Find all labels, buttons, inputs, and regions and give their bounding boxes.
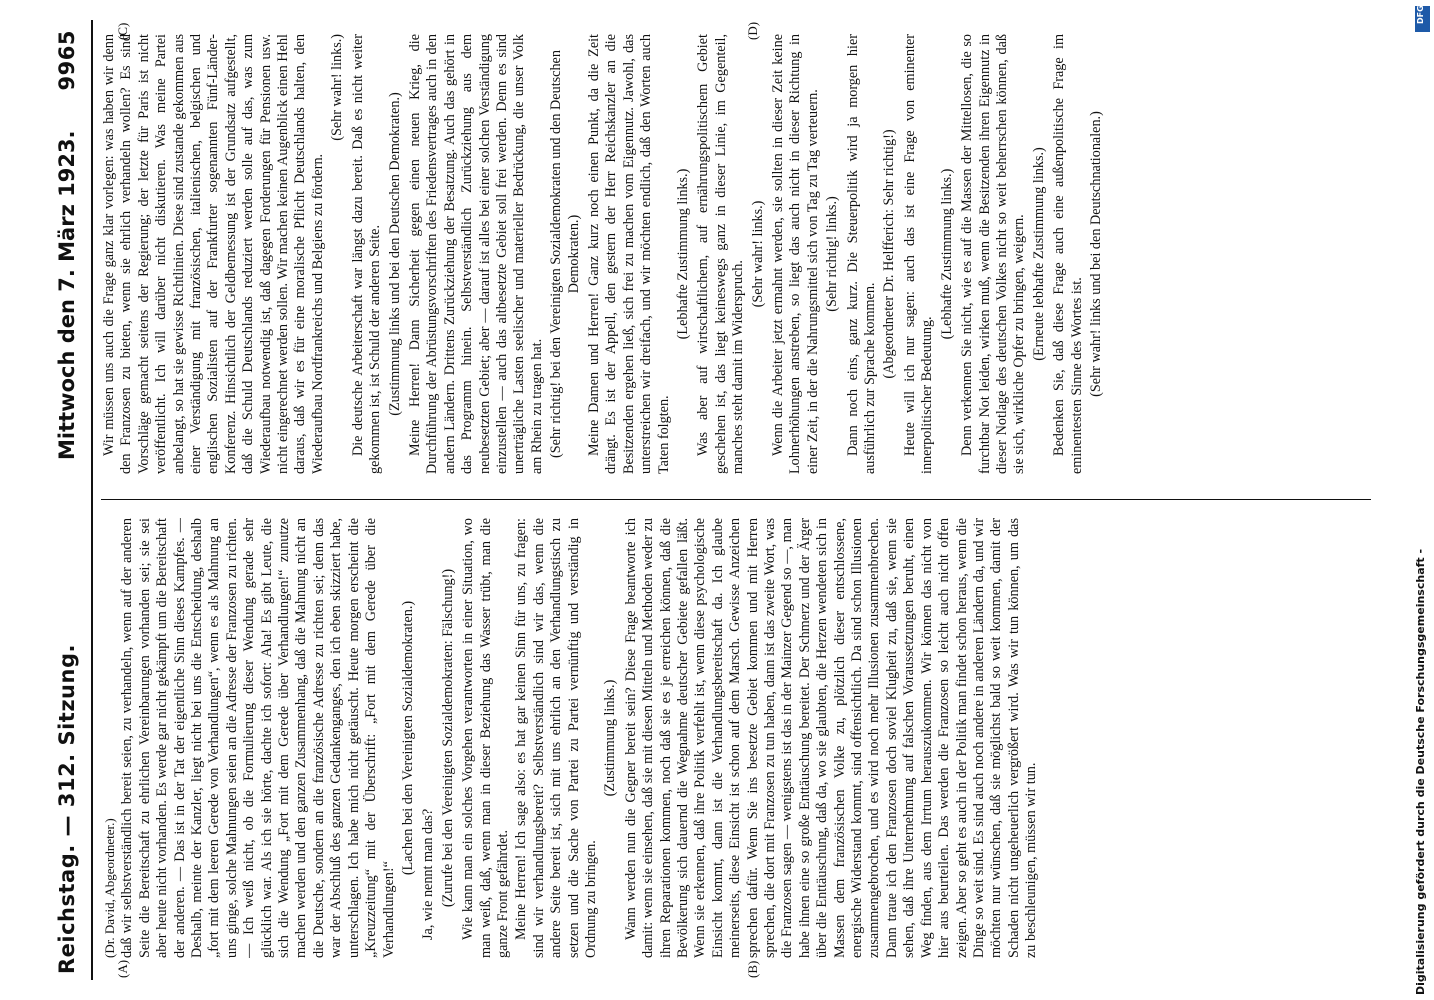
digitization-credit <box>1412 0 1434 1000</box>
paragraph: Was aber auf wirtschaftlichem, auf ernährungspolitischem Gebiet geschehen ist, das liegt keineswegs ganz in dieser Linie, im Gegenteil, manches steht damit im Widerspruch. <box>695 34 747 474</box>
paragraph: Meine Herren! Ich sage also: es hat gar keinen Sinn für uns, zu fragen: sind wir verhandlungsbereit? Selbstverständlich sind wir das, wenn die andere Seite bereit ist, sich mit uns ehrlich an den Verhandlungstisch zu setzen und die Sache von Partei zu Partei vernünftig und verständig in Ordnung zu bringen. <box>513 518 599 958</box>
margin-mark-a: (A) <box>115 959 130 978</box>
stage-direction: (Lachen bei den Vereinigten Sozialdemokraten.) <box>399 600 416 876</box>
margin-mark-c: (C) <box>115 22 130 40</box>
stage-direction: (Lebhafte Zustimmung links.) <box>938 168 955 340</box>
stage-direction: (Sehr richtig! links.) <box>824 196 841 312</box>
paragraph: Wenn die Arbeiter jetzt ermahnt werden, sie sollten in dieser Zeit keine Lohnerhöhungen anstreben, so liegt das auch nicht in dieser Richtung in einer Zeit, in der die Nahrungsmittel sich von Tag zu Tag verteuern. <box>770 34 821 474</box>
paragraph: daß wir selbstverständlich bereit seien, zu verhandeln, wenn auf der anderen Seite die Bereitschaft zu ehrlichen Vereinbarungen vorhanden sei; sie sei aber heute nicht vorhanden. Es werde gar nicht gekämpft um die Bereitschaft der anderen. — Das ist in der Tat der eigentliche Sinn dieses Kampfes. — Deshalb, meinte der Kanzler, liegt nicht bei uns die Entscheidung, deshalb „fort mit dem leeren Gerede von Verhandlungen“, wenn es als Mahnung an uns ginge, solche Mahnungen seien an die Adresse der Franzosen zu richten. — Ich weiß nicht, ob die Formulierung dieser Wendung gerade sehr glücklich war. Als ich sie hörte, dachte ich sofort: Aha! Es gibt Leute, die sich die Wendung „Fort mit dem Gerede über Verhandlungen!“ zunutze machen werden und den ganzen Zusammenhang, daß die Mahnung nicht an die Deutsche, sondern an die französische Adresse zu richten sei; denn das war der Abschluß des ganzen Gedankenganges, den ich eben skizziert habe, unterschlagen. Ich habe mich nicht getäuscht. Heute morgen erscheint die „Kreuzzeitung“ mit der Überschrift: „Fort mit dem Gerede über die Verhandlungen!“ <box>119 518 397 958</box>
page-header <box>45 20 93 980</box>
stage-direction: (Zustimmung links.) <box>602 679 619 797</box>
column-divider <box>101 499 1371 500</box>
stage-direction: (Abgeordneter Dr. Helfferich: Sehr richtig!) <box>881 129 898 379</box>
stage-direction: (Sehr wahr! links.) <box>749 200 766 308</box>
margin-mark-d: (D) <box>745 21 760 40</box>
stage-direction: (Lebhafte Zustimmung links.) <box>675 168 691 340</box>
right-column <box>101 34 1371 474</box>
paragraph: Dann noch eins, ganz kurz. Die Steuerpolitik wird ja morgen hier ausführlich zur Sprache kommen. <box>844 34 879 474</box>
margin-mark-b: (B) <box>745 960 760 978</box>
stage-direction: (Sehr wahr! links und bei den Deutschnationalen.) <box>1087 111 1104 397</box>
stage-direction: (Zurufe bei den Vereinigten Sozialdemokraten: Fälschung!) <box>439 568 456 908</box>
page-number: 9965 <box>55 30 79 91</box>
running-header-date: Mittwoch den 7. März 1923. <box>55 130 79 460</box>
paragraph: Bedenken Sie, daß diese Frage auch eine außenpolitische Frage im eminentesten Sinne des Wortes ist. <box>1051 34 1085 474</box>
stage-direction: (Zustimmung links und bei den Deutschen Demokraten.) <box>386 92 403 416</box>
paragraph: Meine Damen und Herren! Ganz kurz noch einen Punkt, da die Zeit drängt. Es ist der Appell, den gestern der Herr Reichskanzler an die Besitzenden ergehen ließ, sich frei zu machen vom Eigennutz. Jawohl, das unterstreichen wir dreifach, und wir möchten endlich, daß den Worten auch Taten folgten. <box>585 34 672 474</box>
document-page <box>45 20 1379 980</box>
paragraph: Ja, wie nennt man das? <box>420 808 437 940</box>
running-header-left: Reichstag. — 312. Sitzung. <box>55 644 79 974</box>
stage-direction: (Sehr wahr! links.) <box>329 34 346 141</box>
paragraph: Denn verkennen Sie nicht, wie es auf die Massen der Mittellosen, die so furchtbar Not leiden, wirken muß, wenn die Besitzenden ihren Eigennutz in dieser Notlage des deutschen Volkes nicht so weit beherrschen können, daß sie sich, wirkliche Opfer zu bringen, weigern. <box>959 34 1028 474</box>
dfg-logo-text: DFG <box>1416 5 1425 24</box>
credit-text: Digitalisierung gefördert durch die Deutsche Forschungsgemeinschaft - <box>1414 548 1427 995</box>
stage-direction: (Sehr richtig! bei den Vereinigten Sozialdemokraten und den Deutschen Demokraten.) <box>548 50 582 458</box>
stage-direction: (Erneute lebhafte Zustimmung links.) <box>1030 147 1047 361</box>
paragraph: Wir müssen uns auch die Frage ganz klar vorlegen: was haben wir denn den Franzosen zu bieten, wenn sie ehrlich verhandeln wollen? Es sind Vorschläge gemacht seitens der Regierung; der letzte für Paris ist nicht veröffentlicht. Ich will darüber nicht diskutieren. Was meine Partei anbelangt, so hat sie gewisse Richtlinien. Diese sind zustande gekommen aus einer Verständigung mit französischen, italienischen, belgischen und englischen Sozialisten auf der Frankfurter sogenannten Fünf-Länder-Konferenz. Hinsichtlich der Geldbemessung ist der Grundsatz aufgestellt, daß die Schuld Deutschlands reduziert werden solle auf das, was zum Wiederaufbau notwendig ist, daß dagegen Forderungen für Pensionen usw. nicht eingerechnet werden sollen. Wir machen keinen Augenblick einen Hehl daraus, daß wir es für eine moralische Pflicht Deutschlands halten, den Wiederaufbau Nordfrankreichs und Belgiens zu fördern. <box>101 34 326 474</box>
paragraph: Die deutsche Arbeiterschaft war längst dazu bereit. Daß es nicht weiter gekommen ist, ist Schuld der anderen Seite. <box>349 34 384 474</box>
speaker-tag: (Dr. David, Abgeordneter.) <box>102 818 117 958</box>
paragraph: Wann werden nun die Gegner bereit sein? Diese Frage beantworte ich damit: wenn sie einsehen, daß sie mit diesen Mitteln und Methoden weder zu ihren Reparationen kommen, noch daß sie es je erreichen können, daß die Bevölkerung sich dauernd die Wegnahme deutscher Gebiete gefallen läßt. Wenn sie erkennen, daß ihre Politik verfehlt ist, wenn diese psychologische Einsicht kommt, dann ist die Verhandlungsbereitschaft da. Ich glaube meinerseits, diese Einsicht ist schon auf dem Marsch. Gewisse Anzeichen sprechen dafür. Wenn Sie ins besetzte Gebiet kommen und mit Herren sprechen, die dort mit Franzosen zu tun haben, dann ist das zweite Wort, was die Franzosen sagen — wenigstens ist das in der Mainzer Gegend so —, man habe ihnen eine so große Enttäuschung bereitet. Der Schmerz und der Ärger über die Enttäuschung, daß da, wo sie glaubten, die Herzen wendeten sich in Massen dem französischen Volke zu, plötzlich dieser entschlossene, energische Widerstand kommt, sind offensichtlich. Da sind schon Illusionen zusammengebrochen, und es wird noch mehr Illusionen zusammenbrechen. Dann traue ich den Franzosen doch soviel Klugheit zu, daß sie, wenn sie sehen, daß ihre Unternehmung auf falschen Voraussetzungen beruht, einen Weg finden, aus dem Irrtum herauszukommen. Wir können das nicht von hier aus beurteilen. Das werden die Franzosen so leicht auch nicht offen zeigen. Aber so geht es auch in der Politik man findet schon heraus, wenn die Dinge so weit sind. Es sind auch noch andere in anderen Ländern da, und wir möchten nur wünschen, daß sie möglichst bald so weit kommen, damit der Schaden nicht ungeheuerlich vergrößert wird. Was wir tun können, um das zu beschleunigen, müssen wir tun. <box>622 518 1040 958</box>
paragraph: Meine Herren! Dann Sicherheit gegen einen neuen Krieg, die Durchführung der Abrüstungsvorschriften des Friedensvertrages auch in den andern Ländern. Drittens Zurückziehung der Besatzung. Auch das gehört in das Programm hinein. Selbstverständlich Zurückziehung aus dem neubesetzten Gebiet; aber — darauf ist alles bei einer solchen Verständigung einzustellen — auch das altbesetzte Gebiet soll frei werden. Denn es sind unerträgliche Lasten seelischer und materieller Bedrückung, die unser Volk am Rhein zu tragen hat. <box>406 34 545 474</box>
dfg-logo <box>1415 6 1430 32</box>
left-column <box>101 518 1371 958</box>
paragraph: Wie kann man ein solches Vorgehen verantworten in einer Situation, wo man weiß, daß, wenn man in dieser Beziehung das Wasser trübt, man die ganze Front gefährdet. <box>460 518 511 958</box>
paragraph: Heute will ich nur sagen: auch das ist eine Frage von eminenter innerpolitischer Bedeutung. <box>901 34 936 474</box>
